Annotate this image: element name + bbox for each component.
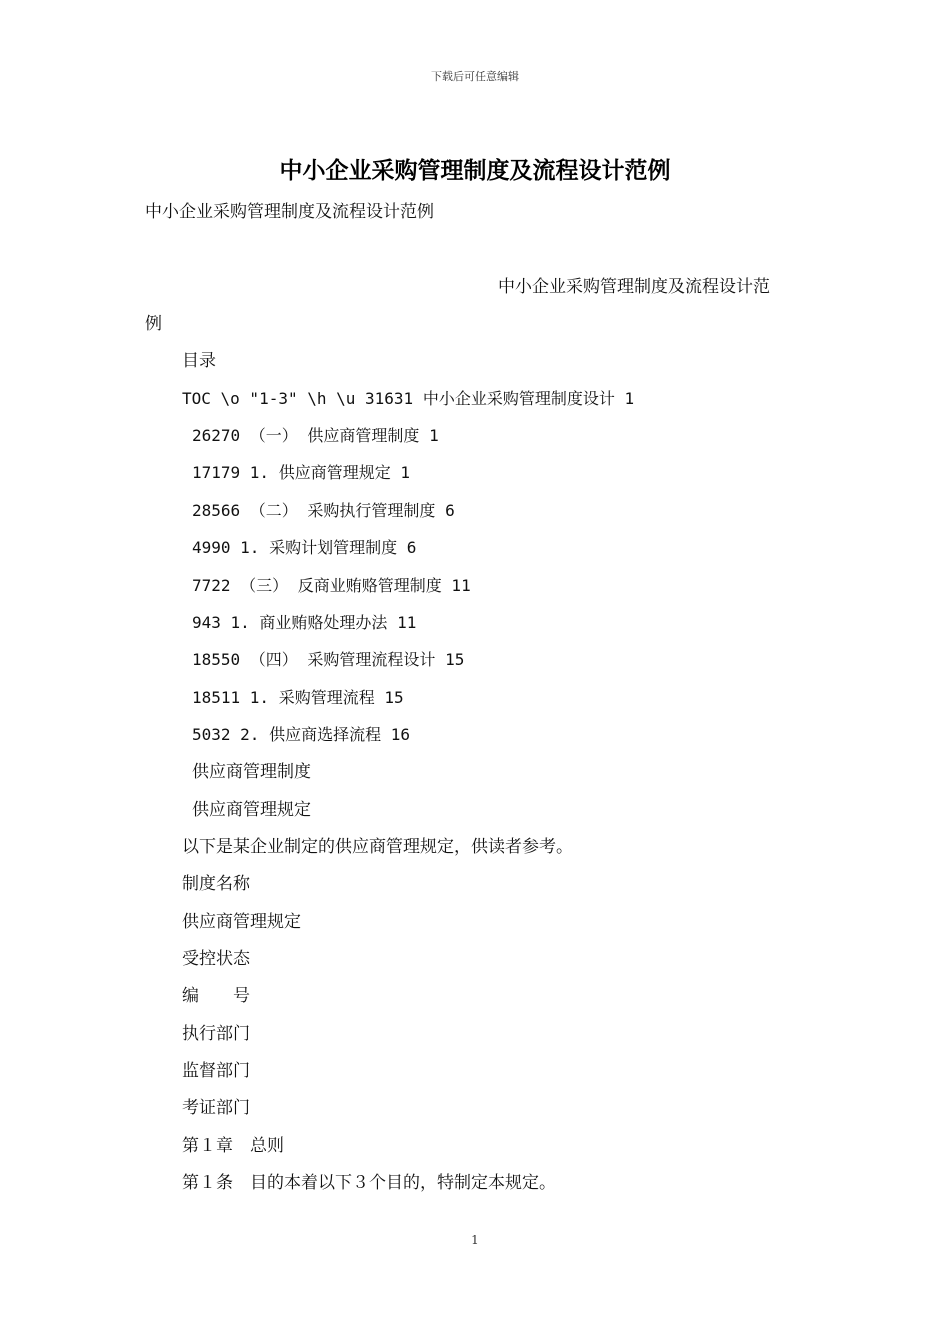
field-label: 受控状态 — [182, 949, 250, 969]
field-label: 执行部门 — [182, 1024, 250, 1044]
section-heading: 供应商管理制度 — [192, 762, 311, 782]
wrapped-title-line-1: 中小企业采购管理制度及流程设计范 — [498, 277, 770, 297]
field-label: 考证部门 — [182, 1098, 250, 1118]
document-title: 中小企业采购管理制度及流程设计范例 — [279, 157, 671, 184]
intro-paragraph: 以下是某企业制定的供应商管理规定，供读者参考。 — [182, 837, 573, 857]
document-subtitle: 中小企业采购管理制度及流程设计范例 — [145, 202, 434, 222]
field-label: 监督部门 — [182, 1061, 250, 1081]
subsection-heading: 供应商管理规定 — [192, 800, 311, 820]
toc-entry: 17179 1. 供应商管理规定 1 — [192, 463, 410, 482]
page-header-note: 下载后可任意编辑 — [431, 70, 519, 83]
toc-entry: 7722 （三） 反商业贿赂管理制度 11 — [192, 576, 471, 595]
wrapped-title-line-2: 例 — [145, 314, 162, 334]
chapter-heading: 第１章 总则 — [182, 1136, 284, 1156]
toc-entry: 26270 （一） 供应商管理制度 1 — [192, 426, 439, 445]
page-number: 1 — [471, 1233, 479, 1247]
toc-entry: 4990 1. 采购计划管理制度 6 — [192, 538, 417, 557]
toc-entry: 28566 （二） 采购执行管理制度 6 — [192, 501, 455, 520]
field-label: 编 号 — [182, 986, 250, 1006]
toc-entry: 18550 （四） 采购管理流程设计 15 — [192, 650, 465, 669]
toc-entry: 18511 1. 采购管理流程 15 — [192, 688, 404, 707]
field-label: 制度名称 — [182, 874, 250, 894]
toc-entry: 5032 2. 供应商选择流程 16 — [192, 725, 410, 744]
toc-field-code: TOC \o "1-3" \h \u 31631 中小企业采购管理制度设计 1 — [182, 389, 635, 408]
article-text: 第１条 目的本着以下３个目的，特制定本规定。 — [182, 1173, 556, 1193]
toc-heading: 目录 — [182, 351, 216, 371]
toc-entry: 943 1. 商业贿赂处理办法 11 — [192, 613, 417, 632]
field-label: 供应商管理规定 — [182, 912, 301, 932]
